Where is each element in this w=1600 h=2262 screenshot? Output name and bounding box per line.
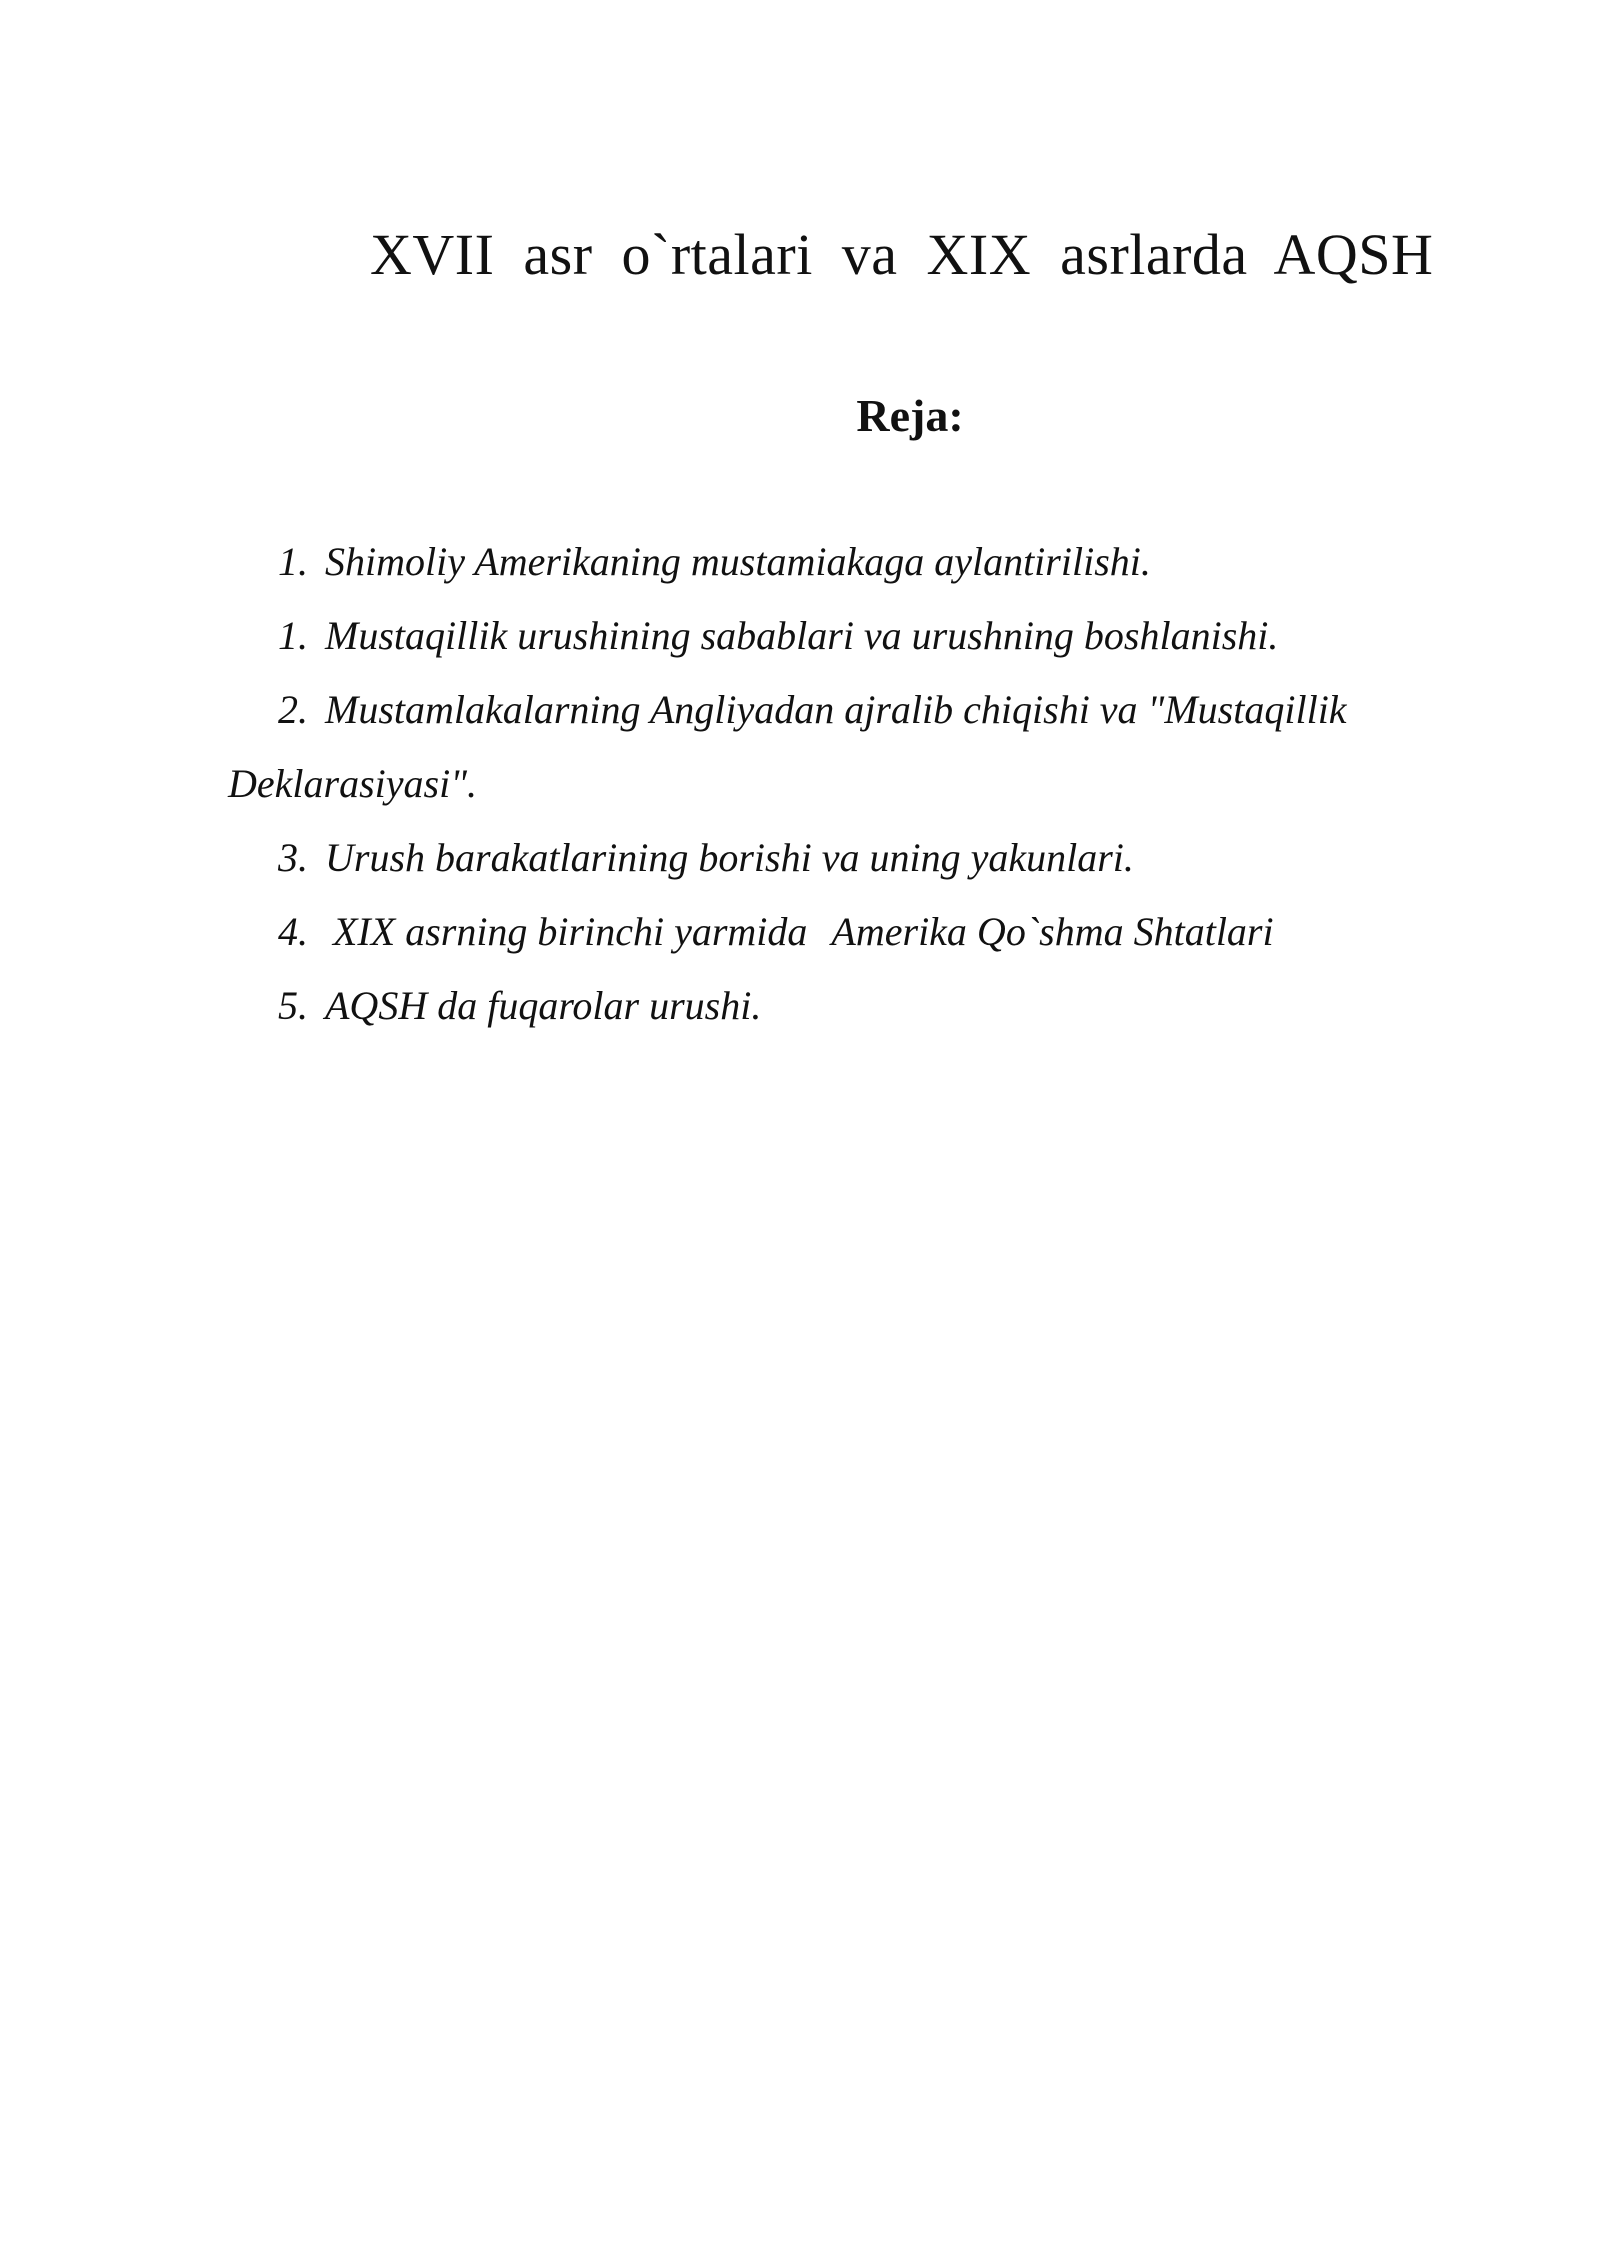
plan-item-text: Mustaqillik urushining sabablari va urushning boshlanishi. — [325, 613, 1279, 658]
plan-item-number: 5. — [278, 983, 308, 1028]
plan-item-number: 1. — [278, 613, 308, 658]
plan-item-text-part2: Amerika Qo`shma Shtatlari — [831, 909, 1274, 954]
plan-item — [228, 673, 1468, 821]
plan-item — [228, 969, 1468, 1043]
plan-item-number: 4. — [278, 909, 308, 954]
plan-item — [228, 821, 1468, 895]
plan-item-continuation: Deklarasiyasi". — [228, 761, 477, 806]
plan-item-number: 3. — [278, 835, 308, 880]
plan-item-text: Mustamlakalarning Angliyadan ajralib chiqishi va "Mustaqillik — [325, 687, 1347, 732]
plan-item-number: 1. — [278, 539, 308, 584]
plan-item-text: Urush barakatlarining borishi va uning yakunlari. — [325, 835, 1134, 880]
plan-item-text-part1: XIX asrning birinchi yarmida — [333, 909, 808, 954]
plan-item — [228, 895, 1468, 969]
plan-item-text: AQSH da fuqarolar urushi. — [325, 983, 762, 1028]
plan-item-number: 2. — [278, 687, 308, 732]
plan-item — [228, 525, 1468, 599]
plan-item — [228, 599, 1468, 673]
plan-list — [228, 525, 1468, 1043]
document-title: XVII asr o`rtalari va XIX asrlarda AQSH — [370, 222, 1434, 287]
plan-heading: Reja: — [856, 390, 964, 441]
plan-item-text: Shimoliy Amerikaning mustamiakaga aylantirilishi. — [325, 539, 1151, 584]
